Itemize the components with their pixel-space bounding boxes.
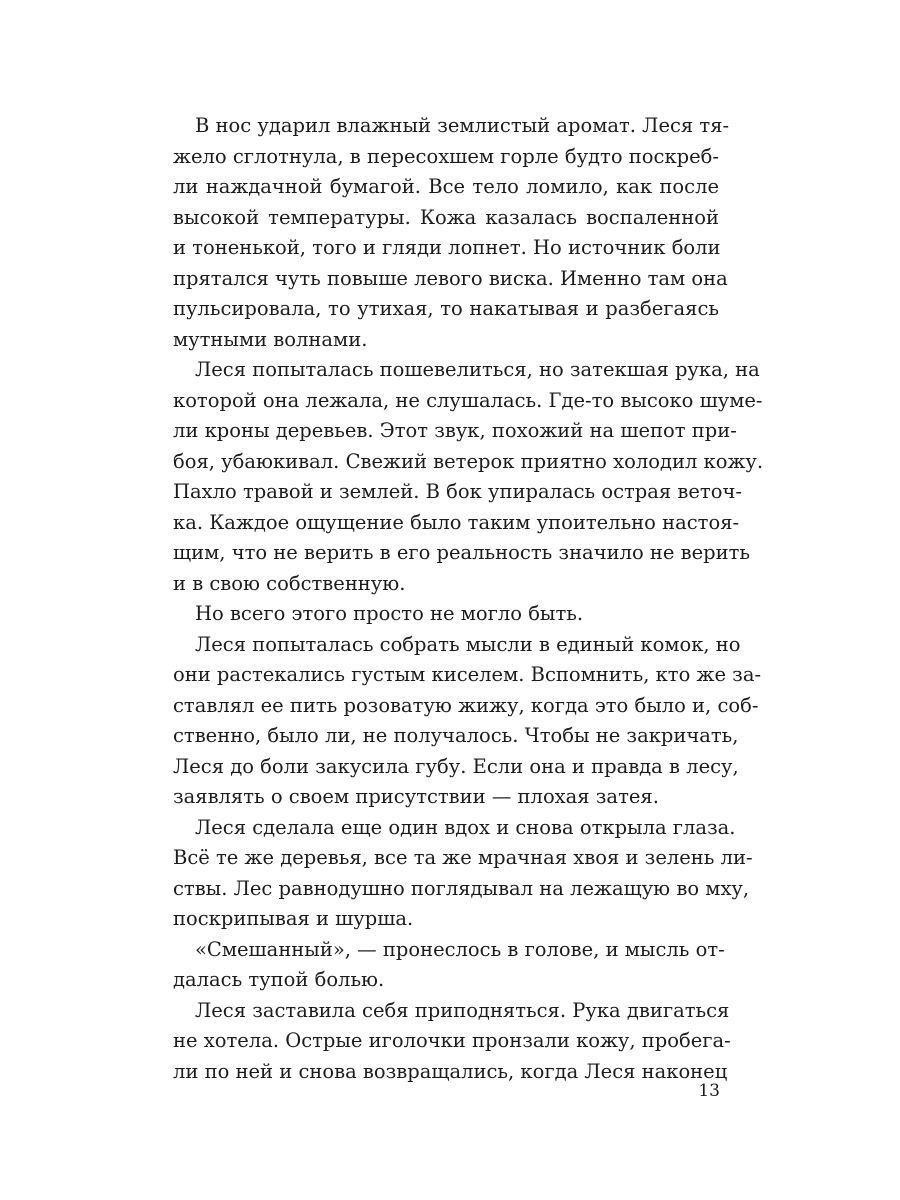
text-line: высокой температуры. Кожа казалась воспаленной <box>173 205 719 229</box>
text-line: ли наждачной бумагой. Все тело ломило, как после <box>173 175 719 198</box>
text-line: Леся попыталась пошевелиться, но затекшая рука, на <box>195 358 760 381</box>
text-line: ствы. Лес равнодушно поглядывал на лежащую во мху, <box>173 876 750 900</box>
text-line: и тоненькой, того и гляди лопнет. Но источник боли <box>173 236 721 259</box>
body-text <box>173 111 764 1087</box>
text-line: поскрипывая и шурша. <box>173 907 414 930</box>
text-line: далась тупой болью. <box>173 968 385 991</box>
text-line: щим, что не верить в его реальность значило не верить <box>173 541 751 564</box>
text-line: ственно, было ли, не получалось. Чтобы не закричать, <box>173 724 739 747</box>
paragraph <box>173 355 764 599</box>
text-line: Леся попыталась собрать мысли в единый комок, но <box>195 632 741 656</box>
text-line: ка. Каждое ощущение было таким упоительно настоя- <box>173 510 740 534</box>
paragraph <box>173 630 762 813</box>
page-number: 13 <box>698 1081 720 1101</box>
text-line: Леся до боли закусила губу. Если она и правда в лесу, <box>173 754 739 778</box>
text-line: которой она лежала, не слушалась. Где-то высоко шуме- <box>173 388 763 412</box>
paragraph <box>173 996 731 1088</box>
paragraph <box>173 813 753 935</box>
text-line: боя, убаюкивал. Свежий ветерок приятно холодил кожу. <box>173 449 764 473</box>
text-line: и в свою собственную. <box>173 571 406 595</box>
text-line: Но всего этого просто не могло быть. <box>195 602 584 625</box>
text-line: Леся заставила себя приподняться. Рука двигаться <box>195 998 730 1022</box>
paragraph <box>173 935 725 996</box>
text-line: Пахло травой и землей. В бок упиралась острая веточ- <box>173 480 742 503</box>
text-line: Всё те же деревья, все та же мрачная хвоя и зелень ли- <box>173 846 753 869</box>
text-line: пульсировала, то утихая, то накатывая и разбегаясь <box>173 297 719 320</box>
text-line: не хотела. Острые иголочки пронзали кожу, пробега- <box>173 1029 731 1052</box>
text-line: ли кроны деревьев. Этот звук, похожий на шепот при- <box>173 419 737 442</box>
paragraph <box>173 599 719 630</box>
text-line: Леся сделала еще один вдох и снова открыла глаза. <box>195 815 736 839</box>
paragraph <box>173 111 730 355</box>
text-line: они растекались густым киселем. Вспомнить, кто же за- <box>173 663 762 686</box>
text-line: мутными волнами. <box>173 327 368 351</box>
text-line: «Смешанный», — пронеслось в голове, и мысль от- <box>195 937 725 961</box>
text-line: заявлять о своем присутствии — плохая затея. <box>173 785 659 808</box>
text-line: ставлял ее пить розоватую жижу, когда это было и, соб- <box>173 693 759 717</box>
text-line: В нос ударил влажный землистый аромат. Леся тя- <box>195 114 730 137</box>
text-line: прятался чуть повыше левого виска. Именно там она <box>173 266 728 290</box>
text-line: ли по ней и снова возвращались, когда Леся наконец <box>173 1059 728 1083</box>
text-line: жело сглотнула, в пересохшем горле будто поскреб- <box>173 144 719 168</box>
